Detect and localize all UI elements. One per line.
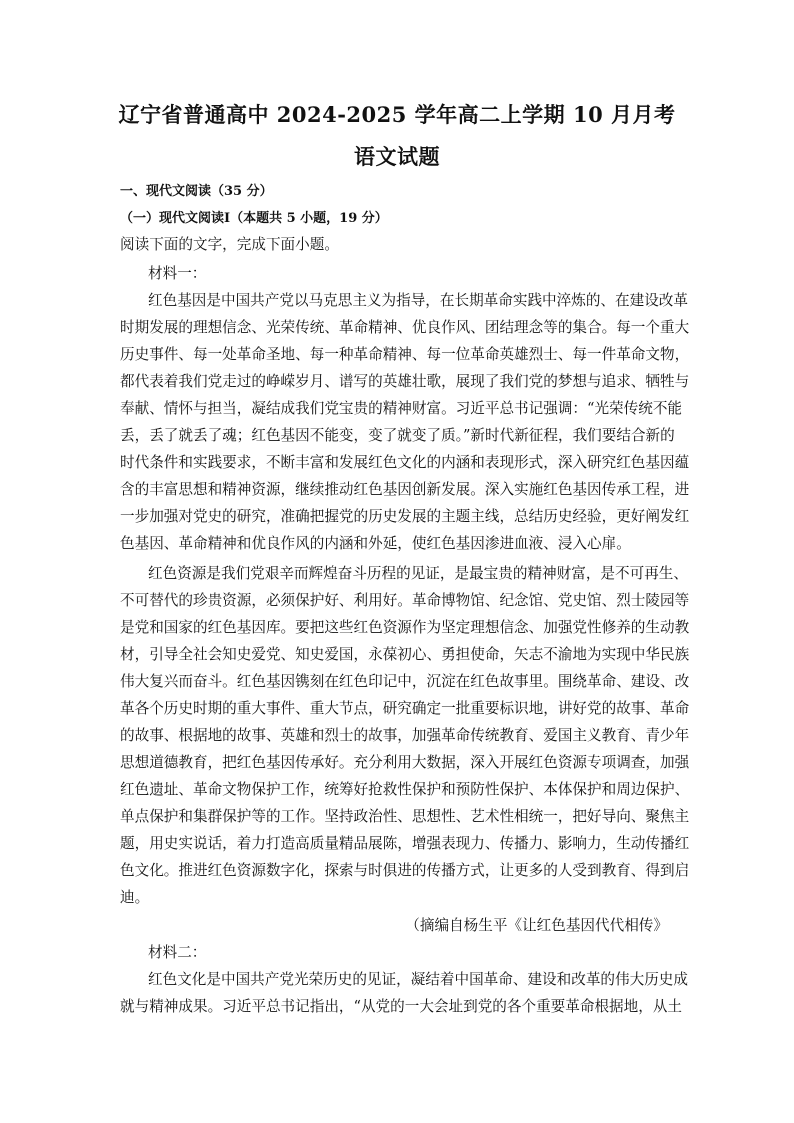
subsection-heading: （一）现代文阅读Ⅰ（本题共 5 小题，19 分） bbox=[120, 211, 388, 226]
paragraph-line: 的故事、根据地的故事、英雄和烈士的故事，加强革命传统教育、爱国主义教育、青少年 bbox=[120, 727, 690, 744]
paragraph-line: 时代条件和实践要求，不断丰富和发展红色文化的内涵和表现形式，深入研究红色基因蕴 bbox=[120, 454, 690, 471]
source-citation: （摘编自杨生平《让红色基因代代相传》 bbox=[405, 917, 668, 934]
paragraph-line: 红色基因是中国共产党以马克思主义为指导，在长期革命实践中淬炼的、在建设改革 bbox=[148, 292, 688, 309]
section-heading: 一、现代文阅读（35 分） bbox=[120, 184, 273, 199]
paragraph-line: 历史事件、每一处革命圣地、每一种革命精神、每一位革命英雄烈士、每一件革命文物， bbox=[120, 346, 690, 363]
paragraph-line: 色文化。推进红色资源数字化，探索与时俱进的传播方式，让更多的人受到教育、得到启 bbox=[120, 862, 690, 879]
paragraph-line: 题，用史实说话，着力打造高质量精品展陈，增强表现力、传播力、影响力，生动传播红 bbox=[120, 835, 690, 852]
paragraph-line: 色基因、革命精神和优良作风的内涵和外延，使红色基因渗进血液、浸入心扉。 bbox=[120, 535, 631, 552]
paragraph-line: 不可替代的珍贵资源，必须保护好、利用好。革命博物馆、纪念馆、党史馆、烈士陵园等 bbox=[120, 592, 690, 609]
paragraph-line: 思想道德教育，把红色基因传承好。充分利用大数据，深入开展红色资源专项调查，加强 bbox=[120, 754, 690, 771]
paragraph-line: 迪。 bbox=[120, 889, 150, 906]
paragraph-line: 一步加强对党史的研究，准确把握党的历史发展的主题主线，总结历史经验，更好阐发红 bbox=[120, 508, 690, 525]
paragraph-line: 红色资源是我们党艰辛而辉煌奋斗历程的见证，是最宝贵的精神财富，是不可再生、 bbox=[148, 565, 688, 582]
paragraph-line: 革各个历史时期的重大事件、重大节点，研究确定一批重要标识地，讲好党的故事、革命 bbox=[120, 700, 690, 717]
instruction-text: 阅读下面的文字，完成下面小题。 bbox=[120, 236, 339, 253]
paragraph-line: 红色遗址、革命文物保护工作，统筹好抢救性保护和预防性保护、本体保护和周边保护、 bbox=[120, 781, 690, 798]
paragraph-line: 单点保护和集群保护等的工作。坚持政治性、思想性、艺术性相统一，把好导向、聚焦主 bbox=[120, 808, 690, 825]
paragraph-line: 伟大复兴而奋斗。红色基因镌刻在红色印记中，沉淀在红色故事里。围绕革命、建设、改 bbox=[120, 673, 690, 690]
paragraph-line: 就与精神成果。习近平总书记指出，“从党的一大会址到党的各个重要革命根据地，从土 bbox=[120, 998, 683, 1015]
paragraph-line: 都代表着我们党走过的峥嵘岁月、谱写的英雄壮歌，展现了我们党的梦想与追求、牺牲与 bbox=[120, 373, 690, 390]
material-label: 材料一： bbox=[148, 265, 207, 282]
paragraph-line: 时期发展的理想信念、光荣传统、革命精神、优良作风、团结理念等的集合。每一个重大 bbox=[120, 319, 690, 336]
document-subtitle: 语文试题 bbox=[354, 144, 440, 169]
document-title: 辽宁省普通高中 2024-2025 学年高二上学期 10 月月考 bbox=[118, 102, 676, 127]
paragraph-line: 红色文化是中国共产党光荣历史的见证，凝结着中国革命、建设和改革的伟大历史成 bbox=[148, 971, 688, 988]
paragraph-line: 奉献、情怀与担当，凝结成我们党宝贵的精神财富。习近平总书记强调：“光荣传统不能 bbox=[120, 400, 683, 417]
paragraph-line: 是党和国家的红色基因库。要把这些红色资源作为坚定理想信念、加强党性修养的生动教 bbox=[120, 619, 690, 636]
paragraph-line: 丢，丢了就丢了魂；红色基因不能变，变了就变了质。”新时代新征程，我们要结合新的 bbox=[120, 427, 675, 444]
material-label: 材料二： bbox=[148, 944, 207, 961]
paragraph-line: 材，引导全社会知史爱党、知史爱国，永葆初心、勇担使命，矢志不渝地为实现中华民族 bbox=[120, 646, 690, 663]
paragraph-line: 含的丰富思想和精神资源，继续推动红色基因创新发展。深入实施红色基因传承工程，进 bbox=[120, 481, 690, 498]
